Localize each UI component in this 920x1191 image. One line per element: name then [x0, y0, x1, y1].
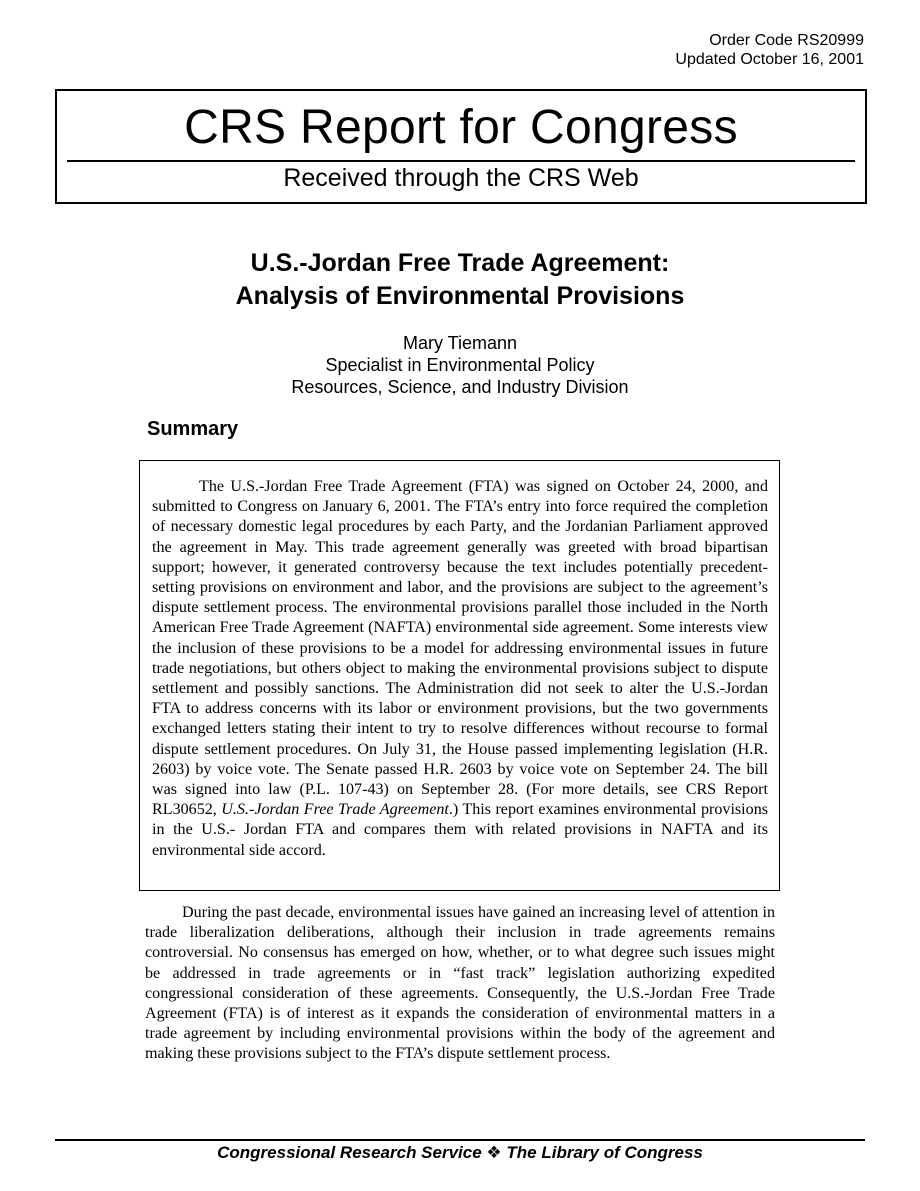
diamond-separator-icon: ❖: [486, 1143, 502, 1162]
footer: [0, 1143, 920, 1163]
order-info: [675, 31, 864, 69]
author-block: [0, 332, 920, 398]
summary-text-part-2: .) This report examines environmental provisions in the U.S.- Jordan FTA and compares them with related provisions in NAFTA and its environmental side accord.: [152, 801, 769, 859]
report-banner: [55, 89, 867, 204]
author-title: Specialist in Environmental Policy: [325, 355, 595, 375]
footer-left: Congressional Research Service: [217, 1143, 482, 1162]
author-name: Mary Tiemann: [402, 333, 518, 353]
summary-text-part-1: The U.S.-Jordan Free Trade Agreement (FTA) was signed on October 24, 2000, and submitted to Congress on January 6, 2001. The FTA’s entry into force required the completion of necessary domestic legal procedures by each Party, and the Jordanian Parliament approved the agreement in May. This trade agreement generally was greeted with broad bipartisan support; however, it generated controversy because the text includes potentially precedent-setting provisions on environment and labor, and the provisions are subject to the agreement’s dispute settlement process. The environmental provisions parallel those included in the North American Free Trade Agreement (NAFTA) environmental side agreement. Some interests view the inclusion of these provisions to be a model for addressing environmental issues in future trade negotiations, but others object to making the environmental provisions subject to dispute settlement and possibly sanctions. The Administration did not seek to alter the U.S.-Jordan FTA to address concerns with its labor or environment provisions, but the two governments exchanged letters stating their intent to try to resolve differences without recourse to formal dispute settlement procedures. On July 31, the House passed implementing legislation (H.R. 2603) by voice vote. The Senate passed H.R. 2603 by voice vote on September 24. The bill was signed into law (P.L. 107-43) on September 28. (For more details, see CRS Report RL30652,: [152, 478, 768, 819]
author-division: Resources, Science, and Industry Division: [291, 377, 629, 397]
updated-date: Updated October 16, 2001: [675, 51, 864, 68]
summary-box: [139, 460, 780, 891]
report-title: [0, 247, 920, 313]
footer-divider: [55, 1139, 865, 1141]
summary-text: [152, 477, 768, 861]
report-title-line-2: Analysis of Environmental Provisions: [235, 282, 685, 310]
body-paragraph-1: During the past decade, environmental issues have gained an increasing level of attention in trade liberalization deliberations, although their inclusion in trade agreements remains controversial. No consensus has emerged on how, whether, or to what degree such issues might be addressed in trade agreements or in “fast track” legislation authorizing expedited congressional consideration of these agreements. Consequently, the U.S.-Jordan Free Trade Agreement (FTA) is of interest as it expands the consideration of environmental matters in a trade agreement by including environmental provisions within the body of the agreement and making these provisions subject to the FTA’s dispute settlement process.: [145, 904, 775, 1063]
banner-divider: [67, 160, 855, 162]
banner-title: CRS Report for Congress: [184, 101, 738, 154]
summary-heading: Summary: [147, 418, 239, 440]
order-code: Order Code RS20999: [709, 32, 864, 49]
banner-subtitle: Received through the CRS Web: [283, 164, 639, 192]
report-title-line-1: U.S.-Jordan Free Trade Agreement:: [250, 249, 670, 277]
summary-cited-report-title: U.S.-Jordan Free Trade Agreement: [221, 801, 449, 819]
footer-right: The Library of Congress: [506, 1143, 703, 1162]
